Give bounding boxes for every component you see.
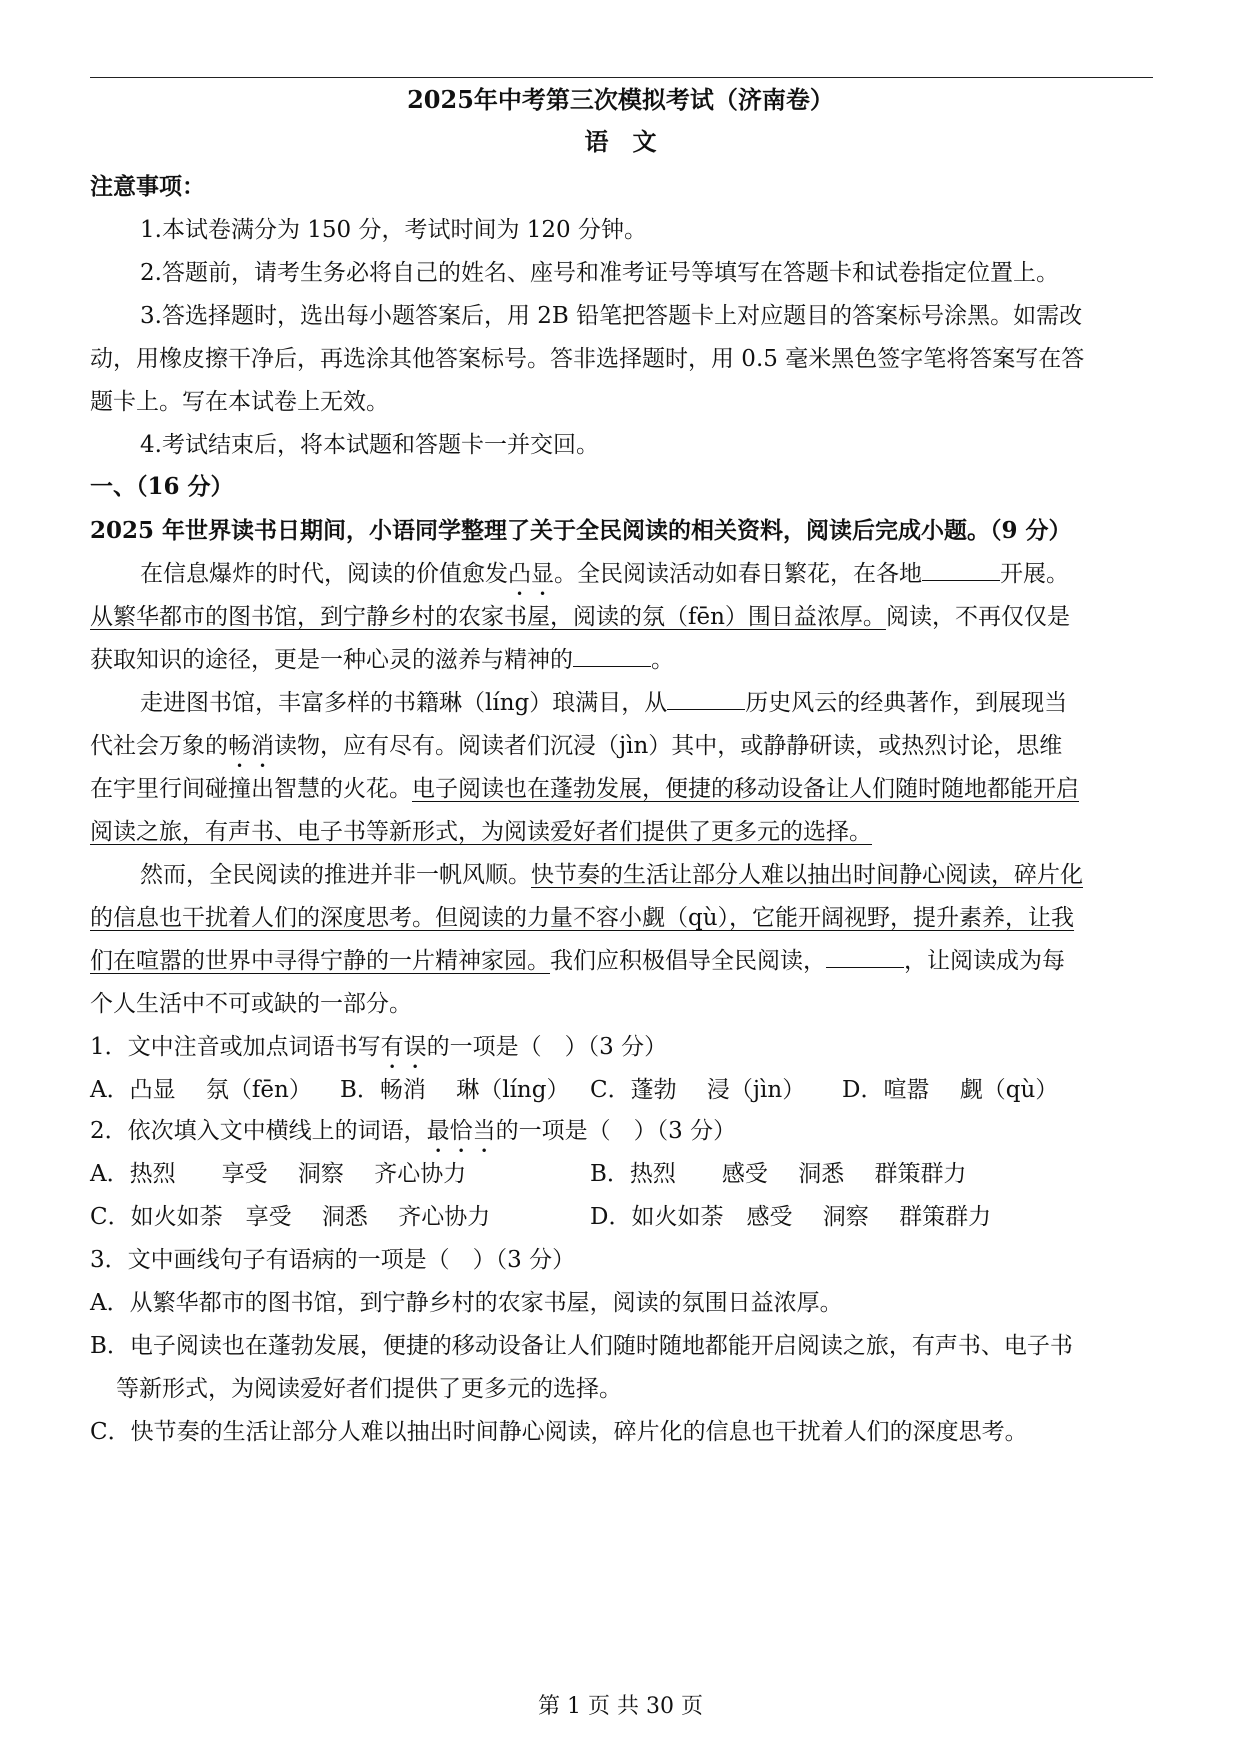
- notice-item-cont: 动，用橡皮擦干净后，再选涂其他答案标号。答非选择题时，用 0.5 毫米黑色签字笔将答案写在答: [90, 346, 1085, 372]
- option-a[interactable]: A．热烈 享受 洞察 齐心协力: [90, 1161, 467, 1187]
- section-heading: 一、（16 分）: [90, 473, 234, 500]
- underlined-sentence: 电子阅读也在蓬勃发展，便捷的移动设备让人们随时随地都能开启: [412, 776, 1079, 802]
- passage-line: [90, 815, 872, 849]
- option-c[interactable]: C．如火如荼 享受 洞悉 齐心协力: [90, 1204, 491, 1230]
- exam-subject: 语 文: [584, 127, 657, 156]
- dotted-word: 最恰当: [426, 1118, 496, 1144]
- question-2-options-row1: [90, 1157, 1153, 1191]
- option-b[interactable]: B．畅消 琳（líng）: [340, 1077, 570, 1103]
- header-rule: [90, 77, 1153, 78]
- dotted-word: 畅消: [228, 733, 274, 759]
- notice-item: 2.答题前，请考生务必将自己的姓名、座号和准考证号等填写在答题卡和试卷指定位置上。: [140, 260, 1059, 286]
- dotted-word: 凸显: [508, 561, 554, 587]
- option-a[interactable]: A．凸显 氛（fēn）: [90, 1077, 312, 1103]
- question-2-stem: 2．依次填入文中横线上的词语，最恰当的一项是（ ）（3 分）: [90, 1118, 737, 1144]
- option-c[interactable]: C．快节奏的生活让部分人难以抽出时间静心阅读，碎片化的信息也干扰着人们的深度思考。: [90, 1419, 1028, 1445]
- underlined-sentence: 阅读之旅，有声书、电子书等新形式，为阅读爱好者们提供了更多元的选择。: [90, 819, 872, 845]
- exam-title: 2025年中考第三次模拟考试（济南卷）: [407, 85, 834, 114]
- option-b[interactable]: B．电子阅读也在蓬勃发展，便捷的移动设备让人们随时随地都能开启阅读之旅，有声书、电子书: [90, 1333, 1073, 1359]
- underlined-sentence: 快节奏的生活让部分人难以抽出时间静心阅读，碎片化: [531, 862, 1083, 888]
- underlined-sentence: 的信息也干扰着人们的深度思考。但阅读的力量不容小觑（qù），它能开阔视野，提升素养，让我: [90, 905, 1075, 931]
- underlined-sentence: 们在喧嚣的世界中寻得宁静的一片精神家园。: [90, 948, 550, 974]
- option-d[interactable]: D．如火如荼 感受 洞察 群策群力: [590, 1204, 992, 1230]
- question-1-options: [90, 1073, 1153, 1107]
- passage-line: 在信息爆炸的时代，阅读的价值愈发凸显。全民阅读活动如春日繁花，在各地 开展。: [140, 557, 1069, 601]
- option-d[interactable]: D．喧嚣 觑（qù）: [842, 1077, 1059, 1103]
- question-2-options-row2: [90, 1200, 1153, 1234]
- fill-blank: [922, 558, 1000, 581]
- fill-blank: [573, 644, 651, 667]
- question-3-stem: 3．文中画线句子有语病的一项是（ ）（3 分）: [90, 1247, 576, 1273]
- question-1-stem: 1．文中注音或加点词语书写有误的一项是（ ）（3 分）: [90, 1034, 668, 1060]
- section-intro: 2025 年世界读书日期间，小语同学整理了关于全民阅读的相关资料，阅读后完成小题。（9 分）: [90, 517, 1072, 544]
- notice-item-cont: 题卡上。写在本试卷上无效。: [90, 389, 389, 415]
- fill-blank: [826, 945, 904, 968]
- option-b-cont: 等新形式，为阅读爱好者们提供了更多元的选择。: [116, 1376, 622, 1402]
- option-b[interactable]: B．热烈 感受 洞悉 群策群力: [590, 1161, 967, 1187]
- fill-blank: [667, 687, 745, 710]
- notice-item: 4.考试结束后，将本试题和答题卡一并交回。: [140, 432, 599, 458]
- passage-line: 代社会万象的畅消读物，应有尽有。阅读者们沉浸（jìn）其中，或静静研读，或热烈讨论，思维: [90, 733, 1063, 759]
- passage-line: 在宇里行间碰撞出智慧的火花。电子阅读也在蓬勃发展，便捷的移动设备让人们随时随地都能开启: [90, 776, 1079, 802]
- option-c[interactable]: C．蓬勃 浸（jìn）: [590, 1077, 806, 1103]
- underlined-sentence: 从繁华都市的图书馆，到宁静乡村的农家书屋，阅读的氛（fēn）围日益浓厚。: [90, 604, 886, 630]
- passage-line: 们在喧嚣的世界中寻得宁静的一片精神家园。我们应积极倡导全民阅读， ，让阅读成为每: [90, 944, 1065, 978]
- passage-line: 从繁华都市的图书馆，到宁静乡村的农家书屋，阅读的氛（fēn）围日益浓厚。阅读，不再仅仅是: [90, 604, 1070, 630]
- notice-item: 1.本试卷满分为 150 分，考试时间为 120 分钟。: [140, 217, 647, 243]
- passage-line: 获取知识的途径，更是一种心灵的滋养与精神的 。: [90, 643, 674, 677]
- passage-line: [90, 901, 1074, 935]
- page-number: 第 1 页 共 30 页: [538, 1694, 703, 1719]
- option-a[interactable]: A．从繁华都市的图书馆，到宁静乡村的农家书屋，阅读的氛围日益浓厚。: [90, 1290, 843, 1316]
- passage-line: 然而，全民阅读的推进并非一帆风顺。快节奏的生活让部分人难以抽出时间静心阅读，碎片化: [140, 862, 1083, 888]
- notice-heading: 注意事项：: [90, 173, 205, 200]
- notice-item: 3.答选择题时，选出每小题答案后，用 2B 铅笔把答题卡上对应题目的答案标号涂黑。如需改: [140, 303, 1083, 329]
- dotted-word: 有误: [380, 1034, 427, 1060]
- passage-line: 个人生活中不可或缺的一部分。: [90, 991, 412, 1017]
- passage-line: 走进图书馆，丰富多样的书籍琳（líng）琅满目，从 历史风云的经典著作，到展现当: [140, 686, 1067, 720]
